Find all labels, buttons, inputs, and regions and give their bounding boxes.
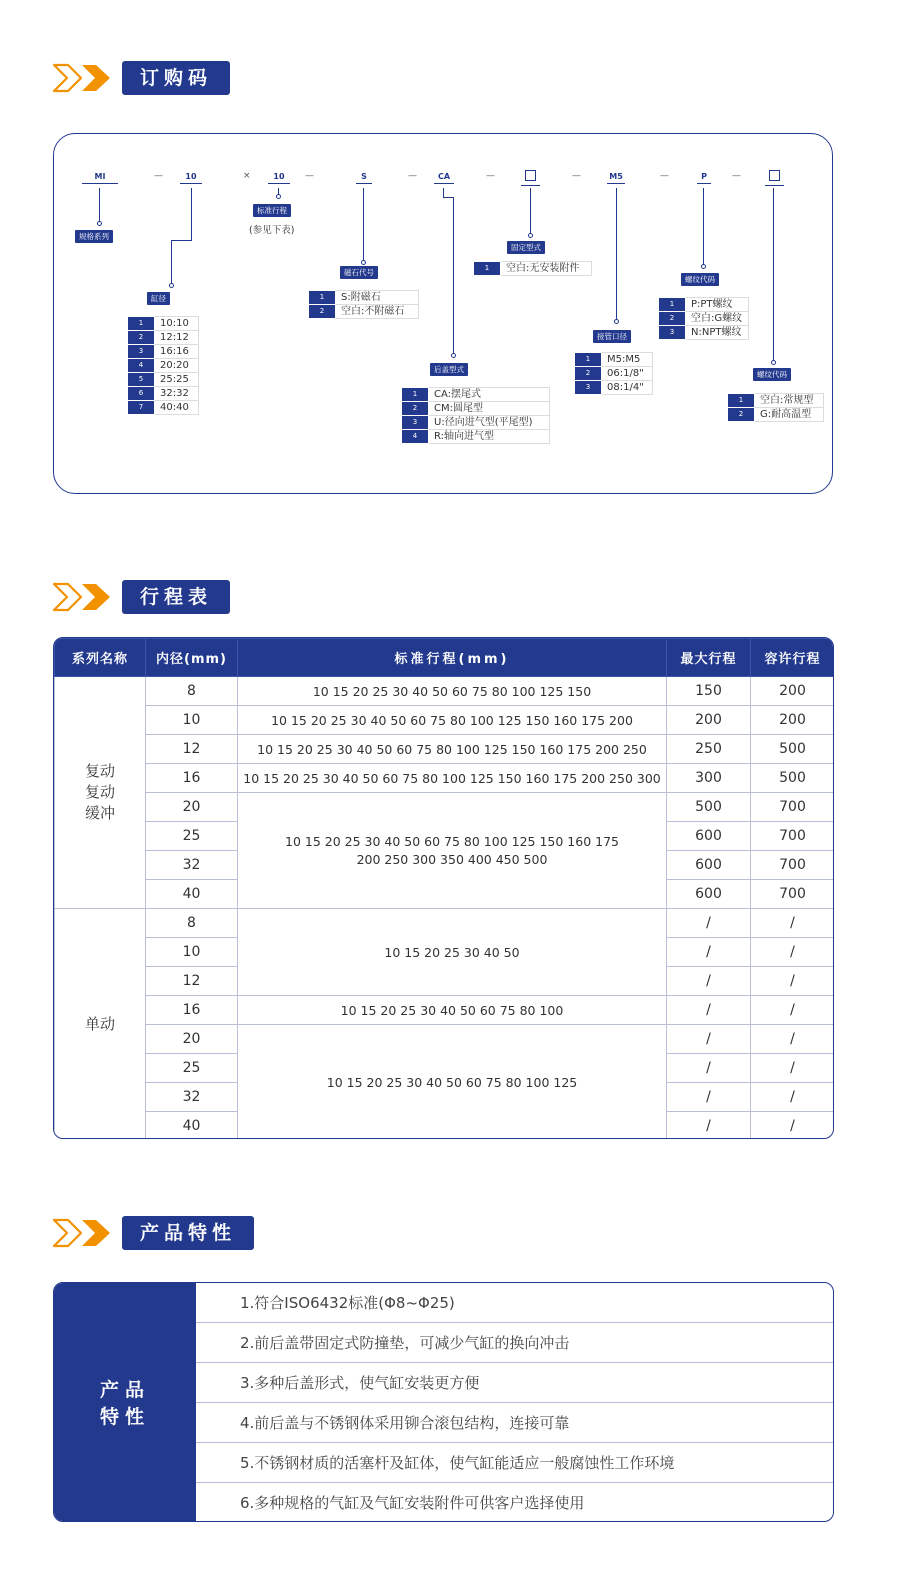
- allow-stroke-cell: 700: [751, 880, 835, 909]
- table-row: [55, 677, 835, 706]
- feature-item: 6.多种规格的气缸及气缸安装附件可供客户选择使用: [240, 1494, 585, 1512]
- stroke-cell: 10 15 20 25 30 40 50 60 75 80 100 125 150 160 175 200 250 300 350 400 450 500: [238, 793, 667, 909]
- bore-cell: 32: [146, 851, 238, 880]
- code-dash: —: [154, 171, 163, 181]
- option-number: 5: [128, 373, 155, 387]
- option-value: P:PT螺纹: [686, 298, 749, 312]
- option-value: 空白:无安装附件: [501, 262, 592, 276]
- code-port: M5: [607, 172, 625, 181]
- option-number: 2: [309, 305, 336, 319]
- option-value: G:耐高温型: [755, 408, 824, 422]
- max-stroke-cell: /: [667, 1054, 751, 1083]
- label-magnet: 磁石代号: [340, 266, 378, 279]
- allow-stroke-cell: /: [751, 909, 835, 938]
- option-number: 2: [728, 408, 755, 422]
- features-panel: [53, 1282, 834, 1522]
- chevrons-icon: [52, 1218, 114, 1248]
- max-stroke-cell: 200: [667, 706, 751, 735]
- code-thread: P: [697, 172, 711, 181]
- label-thread-code: 螺纹代码: [753, 368, 791, 381]
- option-number: 2: [575, 367, 602, 381]
- allow-stroke-cell: 700: [751, 851, 835, 880]
- option-number: 3: [575, 381, 602, 395]
- option-value: CA:摆尾式: [429, 388, 550, 402]
- section-title: 产品特性: [122, 1216, 254, 1250]
- table-row: [55, 735, 835, 764]
- code-thread-blank: [769, 170, 780, 181]
- section-title: 订购码: [122, 61, 230, 95]
- max-stroke-cell: /: [667, 1112, 751, 1140]
- option-value: N:NPT螺纹: [686, 326, 749, 340]
- label-std-stroke: 标准行程: [253, 204, 291, 217]
- stroke-cell: 10 15 20 25 30 40 50 60 75 80 100 125 150 160 175 200: [238, 706, 667, 735]
- order-code-panel: [53, 133, 833, 494]
- thread-options-table: [658, 297, 749, 340]
- allow-stroke-cell: /: [751, 1112, 835, 1140]
- option-value: CM:圆尾型: [429, 402, 550, 416]
- stroke-cell: 10 15 20 25 30 40 50: [238, 909, 667, 996]
- table-row: [55, 764, 835, 793]
- option-value: 20:20: [155, 359, 199, 373]
- max-stroke-cell: /: [667, 996, 751, 1025]
- option-number: 2: [128, 331, 155, 345]
- label-mount: 固定型式: [507, 241, 545, 254]
- option-row: [659, 312, 749, 326]
- code-times: ×: [243, 171, 251, 181]
- option-row: [402, 430, 550, 444]
- col-header-bore: 内径(mm): [146, 639, 238, 677]
- allow-stroke-cell: /: [751, 938, 835, 967]
- table-row: [55, 909, 835, 938]
- code-dash: —: [305, 171, 314, 181]
- feature-item: 3.多种后盖形式，使气缸安装更方便: [196, 1363, 833, 1403]
- allow-stroke-cell: 700: [751, 822, 835, 851]
- code-mi: MI: [82, 172, 118, 181]
- option-row: [309, 305, 419, 319]
- features-label-line: 特性: [99, 1406, 150, 1428]
- mount-options-table: [473, 261, 592, 276]
- max-stroke-cell: 600: [667, 880, 751, 909]
- option-value: M5:M5: [602, 353, 653, 367]
- bore-cell: 10: [146, 706, 238, 735]
- bore-cell: 25: [146, 1054, 238, 1083]
- option-value: 空白:G螺纹: [686, 312, 749, 326]
- code-dash: —: [408, 171, 417, 181]
- magnet-options-table: [308, 290, 419, 319]
- option-number: 2: [659, 312, 686, 326]
- chevrons-icon: [52, 582, 114, 612]
- feature-item: 5.不锈钢材质的活塞杆及缸体，使气缸能适应一般腐蚀性工作环境: [196, 1443, 833, 1483]
- code-dash: —: [572, 171, 581, 181]
- bore-cell: 20: [146, 1025, 238, 1054]
- code-magnet: S: [356, 172, 372, 181]
- features-label: [54, 1283, 196, 1521]
- port-options-table: [574, 352, 653, 395]
- option-number: 1: [575, 353, 602, 367]
- option-value: 空白:不附磁石: [336, 305, 419, 319]
- option-row: [728, 408, 824, 422]
- bore-options-table: [127, 316, 199, 415]
- option-value: 06:1/8": [602, 367, 653, 381]
- code-stroke: 10: [268, 172, 290, 181]
- table-row: [55, 1025, 835, 1054]
- option-row: [128, 373, 199, 387]
- thread-code-options-table: [727, 393, 824, 422]
- bore-cell: 25: [146, 822, 238, 851]
- option-row: [128, 387, 199, 401]
- bore-cell: 12: [146, 967, 238, 996]
- option-row: [402, 402, 550, 416]
- option-row: [402, 416, 550, 430]
- option-row: [575, 353, 653, 367]
- option-value: 12:12: [155, 331, 199, 345]
- option-number: 1: [128, 317, 155, 331]
- std-stroke-note: (参见下表): [249, 225, 295, 236]
- option-value: R:轴向进气型: [429, 430, 550, 444]
- series-cell: 单动: [55, 909, 146, 1140]
- stroke-cell: 10 15 20 25 30 40 50 60 75 80 100: [238, 996, 667, 1025]
- option-row: [575, 381, 653, 395]
- col-header-series: 系列名称: [55, 639, 146, 677]
- code-rear: CA: [434, 172, 454, 181]
- option-number: 4: [402, 430, 429, 444]
- option-value: 08:1/4": [602, 381, 653, 395]
- option-value: U:径向进气型(平尾型): [429, 416, 550, 430]
- code-dash: —: [660, 171, 669, 181]
- option-number: 3: [128, 345, 155, 359]
- bore-cell: 40: [146, 880, 238, 909]
- option-number: 2: [402, 402, 429, 416]
- option-value: 10:10: [155, 317, 199, 331]
- code-dash: —: [732, 171, 741, 181]
- series-cell: 复动 复动 缓冲: [55, 677, 146, 909]
- option-row: [128, 331, 199, 345]
- max-stroke-cell: 150: [667, 677, 751, 706]
- allow-stroke-cell: /: [751, 1083, 835, 1112]
- max-stroke-cell: 250: [667, 735, 751, 764]
- col-header-max-stroke: 最大行程: [667, 639, 751, 677]
- option-row: [728, 394, 824, 408]
- option-number: 3: [659, 326, 686, 340]
- allow-stroke-cell: 700: [751, 793, 835, 822]
- bore-cell: 20: [146, 793, 238, 822]
- option-number: 1: [402, 388, 429, 402]
- option-number: 7: [128, 401, 155, 415]
- allow-stroke-cell: /: [751, 1025, 835, 1054]
- code-dash: —: [486, 171, 495, 181]
- option-row: [128, 401, 199, 415]
- max-stroke-cell: /: [667, 967, 751, 996]
- bore-cell: 32: [146, 1083, 238, 1112]
- label-bore: 缸径: [147, 292, 170, 305]
- code-mount-blank: [525, 170, 536, 181]
- option-value: 32:32: [155, 387, 199, 401]
- features-label-line: 产品: [99, 1379, 150, 1401]
- max-stroke-cell: /: [667, 909, 751, 938]
- max-stroke-cell: /: [667, 1083, 751, 1112]
- max-stroke-cell: 600: [667, 822, 751, 851]
- max-stroke-cell: /: [667, 1025, 751, 1054]
- allow-stroke-cell: /: [751, 1054, 835, 1083]
- option-number: 1: [659, 298, 686, 312]
- bore-cell: 40: [146, 1112, 238, 1140]
- allow-stroke-cell: 500: [751, 735, 835, 764]
- option-value: 25:25: [155, 373, 199, 387]
- code-bore: 10: [180, 172, 202, 181]
- max-stroke-cell: 500: [667, 793, 751, 822]
- bore-cell: 12: [146, 735, 238, 764]
- rear-cover-options-table: [401, 387, 550, 444]
- option-row: [659, 326, 749, 340]
- option-value: 空白:常规型: [755, 394, 824, 408]
- col-header-std-stroke: 标准行程(mm): [238, 639, 667, 677]
- option-row: [128, 359, 199, 373]
- table-row: [55, 793, 835, 822]
- stroke-table: [54, 638, 834, 1139]
- allow-stroke-cell: /: [751, 996, 835, 1025]
- allow-stroke-cell: 200: [751, 706, 835, 735]
- label-port: 接管口径: [593, 330, 631, 343]
- option-row: [128, 345, 199, 359]
- label-series: 规格系列: [75, 230, 113, 243]
- bore-cell: 8: [146, 909, 238, 938]
- max-stroke-cell: 600: [667, 851, 751, 880]
- option-number: 1: [474, 262, 501, 276]
- option-number: 6: [128, 387, 155, 401]
- bore-cell: 16: [146, 764, 238, 793]
- option-number: 3: [402, 416, 429, 430]
- allow-stroke-cell: 200: [751, 677, 835, 706]
- option-number: 1: [309, 291, 336, 305]
- table-row: [55, 706, 835, 735]
- stroke-cell: 10 15 20 25 30 40 50 60 75 80 100 125 150: [238, 677, 667, 706]
- feature-item: 1.符合ISO6432标准(Φ8~Φ25): [196, 1283, 833, 1323]
- label-rear-cover: 后盖型式: [430, 363, 468, 376]
- option-row: [474, 262, 592, 276]
- bore-cell: 10: [146, 938, 238, 967]
- chevrons-icon: [52, 63, 114, 93]
- max-stroke-cell: 300: [667, 764, 751, 793]
- stroke-cell: 10 15 20 25 30 40 50 60 75 80 100 125 150 160 175 200 250: [238, 735, 667, 764]
- option-value: 16:16: [155, 345, 199, 359]
- max-stroke-cell: /: [667, 938, 751, 967]
- stroke-cell: 10 15 20 25 30 40 50 60 75 80 100 125: [238, 1025, 667, 1140]
- option-row: [128, 317, 199, 331]
- option-row: [402, 388, 550, 402]
- col-header-allow-stroke: 容许行程: [751, 639, 835, 677]
- stroke-cell: 10 15 20 25 30 40 50 60 75 80 100 125 150 160 175 200 250 300: [238, 764, 667, 793]
- option-number: 4: [128, 359, 155, 373]
- bore-cell: 16: [146, 996, 238, 1025]
- option-row: [575, 367, 653, 381]
- table-row: [55, 996, 835, 1025]
- option-value: 40:40: [155, 401, 199, 415]
- feature-item: 4.前后盖与不锈钢体采用铆合滚包结构，连接可靠: [196, 1403, 833, 1443]
- label-thread: 螺纹代码: [681, 273, 719, 286]
- option-row: [659, 298, 749, 312]
- stroke-table-panel: [53, 637, 834, 1139]
- table-header-row: [55, 639, 835, 677]
- allow-stroke-cell: /: [751, 967, 835, 996]
- option-value: S:附磁石: [336, 291, 419, 305]
- option-number: 1: [728, 394, 755, 408]
- allow-stroke-cell: 500: [751, 764, 835, 793]
- option-row: [309, 291, 419, 305]
- bore-cell: 8: [146, 677, 238, 706]
- feature-item: 2.前后盖带固定式防撞垫，可减少气缸的换向冲击: [196, 1323, 833, 1363]
- section-title: 行程表: [122, 580, 230, 614]
